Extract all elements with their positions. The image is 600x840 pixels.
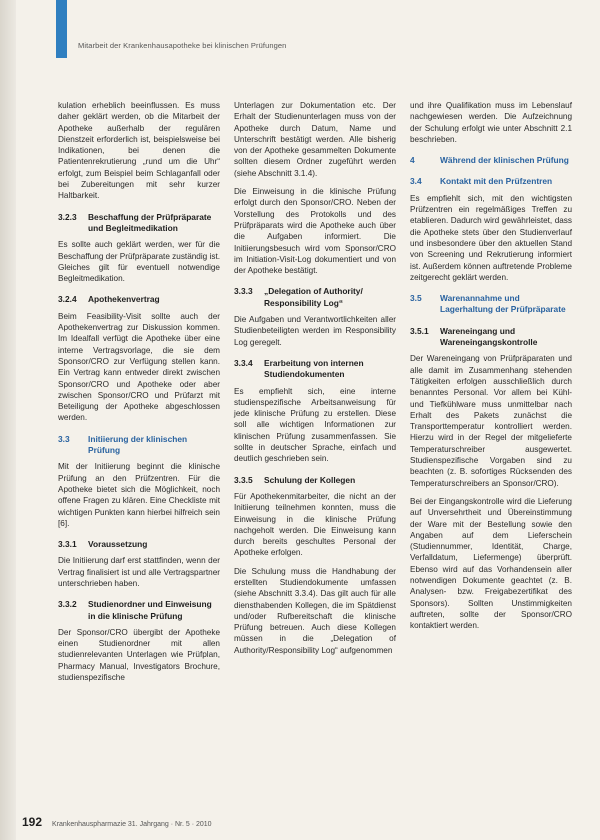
section-heading [58, 434, 220, 457]
paragraph: Es empfiehlt sich, mit den wichtigsten Prüfzentren ein regelmäßiges Treffen zu etablieren. Dadurch wird gewährleistet, dass die Apotheke stets über den Studienverlauf und insbesondere über den aktuellen Stand von Screening und Rekrutierung informiert ist. Außerdem können auftretende Probleme zeitgerecht geklärt werden. [410, 193, 572, 282]
page-edge-shadow [0, 0, 16, 840]
section-number: 3.5 [410, 293, 422, 304]
section-heading [58, 212, 220, 235]
section-title: Während der klinischen Prüfung [440, 155, 569, 166]
section-title: Warenannahme und Lagerhaltung der Prüfpräparate [440, 293, 566, 315]
paragraph: Für Apothekenmitarbeiter, die nicht an der Initiierung teilnehmen konnten, muss die Einweisung in die klinische Prüfung nachgeholt werden. Die Einweisung kann durch bereits geschultes Personal der Apotheke erfolgen. [234, 491, 396, 558]
section-title: Kontakt mit den Prüfzentren [440, 176, 553, 187]
paragraph: Es empfiehlt sich, eine interne studienspezifische Arbeitsanweisung für jede klinische Prüfung zu erstellen. Diese soll alle wichtigen Informationen zur klinischen Prüfung zusammenfassen. Sie sollte in deutscher Sprache, einfach und deutlich geschrieben sein. [234, 386, 396, 464]
section-heading [410, 176, 572, 187]
section-heading [410, 155, 572, 166]
paragraph: Unterlagen zur Dokumentation etc. Der Erhalt der Studienunterlagen muss von der Apotheke durch Datum, Name und Unterschrift bestätigt werden. Alle bisherig von der Apotheke gesammelten Dokumente sollten diesem Ordner zugeführt werden (siehe Abschnitt 3.1.4). [234, 101, 396, 178]
page-footer [22, 815, 212, 829]
page-number: 192 [22, 815, 43, 829]
paragraph: und ihre Qualifikation muss im Lebenslauf nachgewiesen werden. Die Aufzeichnung der Schulung erfolgt wie unter Abschnitt 2.1 beschrieben. [410, 101, 572, 144]
section-number: 3.3.1 [58, 539, 77, 550]
paragraph: Die Aufgaben und Verantwortlichkeiten aller Studienbeteiligten werden im Responsibility Log geregelt. [234, 315, 396, 347]
section-heading [234, 358, 396, 381]
section-title: Initiierung der klinischen Prüfung [88, 433, 188, 456]
section-number: 3.5.1 [410, 325, 429, 336]
paragraph: Die Einweisung in die klinische Prüfung erfolgt durch den Sponsor/CRO. Neben der Vorstellung des Protokolls und des Prüfpräparats wird die Apotheke auch über die Aufgaben informiert. Die Initiierungsbesuch wird vom Sponsor/CRO im Initiation-Visit-Log dokumentiert und von der Apotheke bestätigt. [234, 187, 396, 276]
section-number: 3.3 [58, 433, 70, 444]
section-heading [58, 539, 220, 550]
section-number: 3.3.4 [234, 357, 253, 368]
section-number: 3.3.2 [58, 599, 77, 610]
paragraph: Beim Feasibility-Visit sollte auch der Apothekenvertrag zur Diskussion kommen. Im Idealfall verfügt die Apotheke über eine interne Vertragsvorlage, die sie dem Sponsor/CRO zur Verfügung stellen kann. Ein Vertrag kann entweder direkt zwischen Sponsor/CRO und Apotheke oder aber zwischen Sponsor/CRO und Prüfarzt mit Beteiligung der Apotheke abgeschlossen werden. [58, 311, 220, 423]
column-2 [234, 100, 396, 800]
article-body [58, 100, 572, 800]
section-title: Apothekenvertrag [88, 294, 160, 305]
section-title: Erarbeitung von internen Studiendokumenten [264, 357, 364, 380]
section-title: „Delegation of Authority/ Responsibility Log“ [264, 286, 363, 308]
paragraph: Die Schulung muss die Handhabung der erstellten Studiendokumente umfassen (siehe Abschnitt 3.3.4). Das gilt auch für alle diensthabenden Kollegen, die im Spätdienst und/oder Rufbereitschaft die klinische Prüfung betreuen. Auch diese Kollegen müssen in die „Delegation of Authority/Responsibility Log“ aufgenommen [234, 566, 396, 655]
paragraph: Der Sponsor/CRO übergibt der Apotheke einen Studienordner mit allen studienrelevanten Unterlagen wie Prüfplan, Pharmacy Manual, Investigators Brochure, studienspezifische [58, 627, 220, 683]
column-1 [58, 100, 220, 800]
section-heading [58, 294, 220, 305]
section-title: Wareneingang und Wareneingangskontrolle [440, 325, 538, 348]
paragraph: Bei der Eingangskontrolle wird die Lieferung auf Unversehrtheit und Übereinstimmung der Ware mit der Bestellung sowie den Angaben auf dem Lieferschein (Studiennummer, Identität, Charge, Verfalldatum, Liefermenge) überprüft. Ebenso wird auf das Vorhandensein aller notwendigen Dokumente geachtet (z. B. Analysen- bzw. Freigabezertifikat des Sponsors). Sollten Unstimmigkeiten auftreten, sollte der Sponsor/CRO kontaktiert werden. [410, 496, 572, 631]
section-number: 3.2.4 [58, 294, 77, 305]
section-heading [410, 326, 572, 349]
paragraph: Die Initiierung darf erst stattfinden, wenn der Vertrag finalisiert ist und alle Vertragspartner unterschrieben haben. [58, 556, 220, 588]
column-3 [410, 100, 572, 800]
section-title: Studienordner und Einweisung in die klinische Prüfung [88, 599, 212, 621]
section-title: Schulung der Kollegen [264, 474, 356, 485]
section-number: 3.4 [410, 176, 422, 187]
paragraph: Es sollte auch geklärt werden, wer für die Beschaffung der Prüfpräparate zuständig ist. Gleiches gilt für eventuell notwendige Begleitmedikation. [58, 240, 220, 284]
section-number: 3.3.3 [234, 286, 253, 297]
paragraph: Mit der Initiierung beginnt die klinische Prüfung an den Prüfzentren. Für die Apotheke bietet sich die Möglichkeit, noch offene Fragen zu klären. Eine Checkliste mit wichtigen Punkten kann hierbei hilfreich sein [6]. [58, 462, 220, 528]
paragraph: kulation erheblich beeinflussen. Es muss daher geklärt werden, ob die Mitarbeit der Apotheke außerhalb der regulären Dienstzeit erforderlich ist, beispielsweise bei Indikationen, bei denen die Patientenrekrutierung „rund um die Uhr“ erfolgt, zum Beispiel beim Schlaganfall oder bei Zubereitungen mit sehr kurzer Haltbarkeit. [58, 101, 220, 201]
section-title: Voraussetzung [88, 539, 148, 550]
section-title: Beschaffung der Prüfpräparate und Begleitmedikation [88, 211, 212, 233]
section-accent-bar [56, 0, 67, 58]
section-number: 3.3.5 [234, 474, 253, 485]
section-heading [234, 475, 396, 486]
journal-reference: Krankenhauspharmazie 31. Jahrgang · Nr. 5 · 2010 [52, 821, 212, 828]
section-heading [410, 293, 572, 316]
section-heading [58, 599, 220, 622]
paragraph: Der Wareneingang von Prüfpräparaten und alle damit im Zusammenhang stehenden Tätigkeiten erfolgen ausschließlich durch benanntes Personal. Vor allem bei Kühl- und Tiefkühlware muss unmittelbar nach Erhalt des Pakets zunächst die Transporttemperatur kontrolliert werden. Hierzu wird in der Regel der mitgelieferte Temperaturschreiber ausgewertet. Studienspezifische Vorgaben sind zu beachten (z. B. sofortiges Rücksenden des Temperaturschreibers an Sponsor/CRO). [410, 354, 572, 488]
section-heading [234, 286, 396, 309]
section-number: 4 [410, 155, 415, 166]
running-header: Mitarbeit der Krankenhausapotheke bei klinischen Prüfungen [78, 41, 287, 50]
section-number: 3.2.3 [58, 211, 77, 222]
